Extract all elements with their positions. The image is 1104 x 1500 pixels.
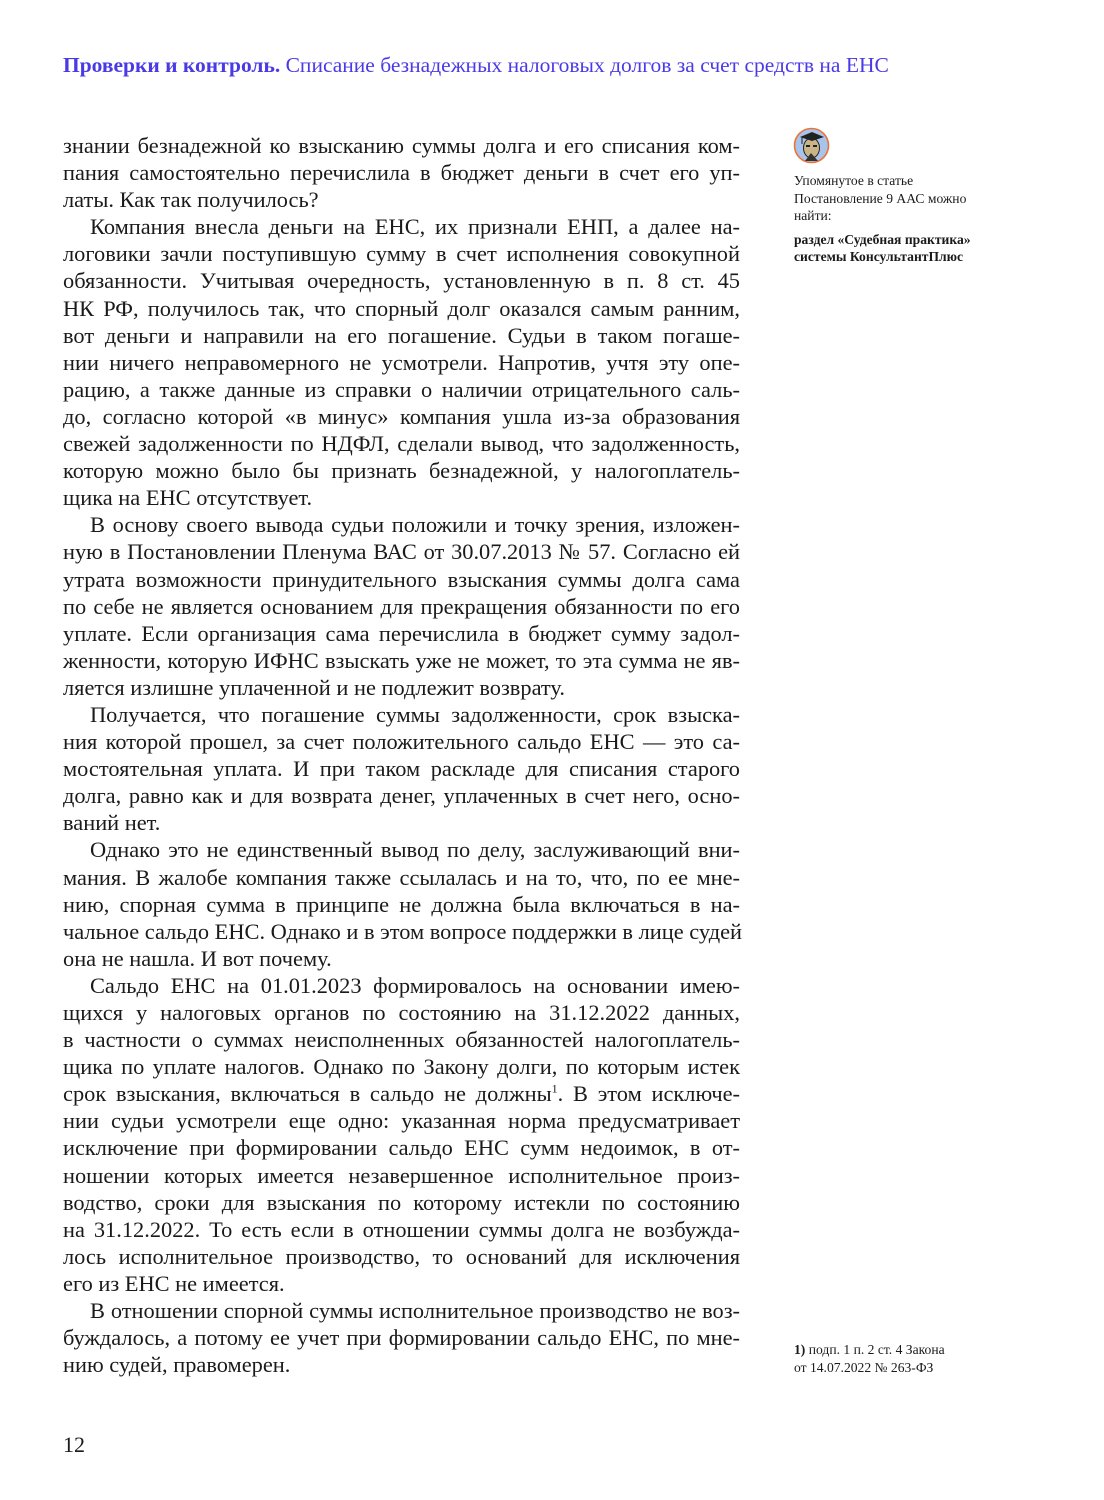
text-line: чальное сальдо ЕНС. Однако и в этом вопросе поддержки в лице судей bbox=[63, 918, 743, 944]
text-line: нии ничего неправомерного не усмотрели. Напротив, учтя эту опе- bbox=[63, 349, 740, 375]
text-line: Однако это не единственный вывод по делу, заслуживающий вни- bbox=[90, 837, 740, 863]
text-line: ношении которых имеется незавершенное исполнительное произ- bbox=[63, 1162, 740, 1188]
text-line: мания. В жалобе компания также ссылалась и на то, что, по ее мне- bbox=[63, 864, 740, 890]
text-line: утрата возможности принудительного взыскания суммы долга сама bbox=[63, 566, 740, 592]
text-line: его из ЕНС не имеется. bbox=[63, 1270, 285, 1296]
text-line: ваний нет. bbox=[63, 810, 161, 836]
article-title: Списание безнадежных налоговых долгов за счет средств на ЕНС bbox=[285, 53, 889, 77]
text-line: логовики зачли поступившую сумму в счет исполнения совокупной bbox=[63, 241, 740, 267]
footnote-line: от 14.07.2022 № 263-ФЗ bbox=[794, 1360, 934, 1375]
text-line: нию, спорная сумма в принципе не должна была включаться в на- bbox=[63, 891, 740, 917]
text-span: . В этом исключе- bbox=[557, 1081, 740, 1107]
text-line: щика на ЕНС отсутствует. bbox=[63, 485, 313, 511]
text-span: срок взыскания, включаться в сальдо не должны bbox=[63, 1081, 552, 1107]
text-line: уплате. Если организация сама перечислила в бюджет сумму задол- bbox=[63, 620, 740, 646]
text-line: мостоятельная уплата. И при таком раскладе для списания старого bbox=[63, 756, 740, 782]
text-line: Компания внесла деньги на ЕНС, их признали ЕНП, а далее на- bbox=[90, 214, 740, 240]
text-line: которую можно было бы признать безнадежной, у налогоплатель- bbox=[63, 458, 740, 484]
text-line: ляется излишне уплаченной и не подлежит возврату. bbox=[63, 674, 565, 700]
text-line: рацию, а также данные из справки о наличии отрицательного саль- bbox=[63, 376, 740, 402]
article-body bbox=[63, 132, 743, 1378]
text-line: В основу своего вывода судьи положили и точку зрения, изложен- bbox=[90, 512, 740, 538]
text-line: латы. Как так получилось? bbox=[63, 187, 319, 213]
text-line: водство, сроки для взыскания по которому истекли по состоянию bbox=[63, 1189, 740, 1215]
text-line: вот деньги и направили на его погашение. Судьи в таком погаше- bbox=[63, 322, 740, 348]
section-name: Проверки и контроль. bbox=[63, 53, 281, 77]
running-header bbox=[63, 53, 889, 78]
text-line: долга, равно как и для возврата денег, уплаченных в счет него, осно- bbox=[63, 783, 740, 809]
footnote bbox=[794, 1341, 945, 1377]
text-line: НК РФ, получилось так, что спорный долг оказался самым ранним, bbox=[63, 295, 740, 321]
note-line: найти: bbox=[794, 208, 832, 223]
text-line: знании безнадежной ко взысканию суммы долга и его списания ком- bbox=[63, 133, 740, 158]
footnote-line: подп. 1 п. 2 ст. 4 Закона bbox=[805, 1342, 945, 1357]
text-line: Сальдо ЕНС на 01.01.2023 формировалось на основании имею- bbox=[90, 972, 740, 998]
text-line: исключение при формировании сальдо ЕНС сумм недоимок, в от- bbox=[63, 1135, 740, 1161]
note-line: Упомянутое в статье bbox=[794, 173, 914, 188]
source-line: раздел «Судебная практика» bbox=[794, 231, 971, 247]
text-line: в частности о суммах неисполненных обязанностей налогоплатель- bbox=[63, 1027, 740, 1053]
text-line: на 31.12.2022. То есть если в отношении суммы долга не возбужда- bbox=[63, 1216, 740, 1242]
text-line: обязанности. Учитывая очередность, установленную в п. 8 ст. 45 bbox=[63, 268, 740, 294]
text-line: нии судьи усмотрели еще одно: указанная норма предусматривает bbox=[63, 1108, 740, 1134]
text-line: по себе не является основанием для прекращения обязанности по его bbox=[63, 593, 740, 619]
text-line: женности, которую ИФНС взыскать уже не может, то эта сумма не яв- bbox=[63, 647, 740, 673]
text-line: до, согласно которой «в минус» компания ушла из-за образования bbox=[63, 403, 740, 429]
text-line: ную в Постановлении Пленума ВАС от 30.07.2013 № 57. Согласно ей bbox=[63, 539, 740, 565]
text-line: Получается, что погашение суммы задолженности, срок взыска- bbox=[90, 701, 740, 727]
source-line: системы КонсультантПлюс bbox=[794, 249, 964, 264]
text-line: В отношении спорной суммы исполнительное производство не воз- bbox=[90, 1298, 740, 1324]
page-number: 12 bbox=[63, 1432, 85, 1457]
text-line bbox=[63, 1080, 740, 1107]
text-line: лось исполнительное производство, то оснований для исключения bbox=[63, 1243, 740, 1269]
note-line: Постановление 9 ААС можно bbox=[794, 190, 967, 206]
text-line: пания самостоятельно перечислила в бюджет деньги в счет его уп- bbox=[63, 160, 740, 186]
text-line: ния которой прошел, за счет положительного сальдо ЕНС — это са- bbox=[63, 729, 740, 755]
footnote-marker: 1) bbox=[794, 1342, 806, 1357]
expert-avatar-icon bbox=[793, 127, 830, 164]
text-line: буждалось, а потому ее учет при формировании сальдо ЕНС, по мне- bbox=[63, 1325, 740, 1351]
text-line: она не нашла. И вот почему. bbox=[63, 945, 332, 971]
text-line: нию судей, правомерен. bbox=[63, 1352, 291, 1378]
sidebar-note bbox=[794, 172, 1034, 266]
text-line: щика по уплате налогов. Однако по Закону долги, по которым истек bbox=[63, 1054, 740, 1080]
text-line: свежей задолженности по НДФЛ, сделали вывод, что задолженность, bbox=[63, 431, 740, 457]
footnote-ref[interactable]: 1 bbox=[551, 1081, 558, 1096]
text-line: щихся у налоговых органов по состоянию на 31.12.2022 данных, bbox=[63, 1000, 740, 1025]
